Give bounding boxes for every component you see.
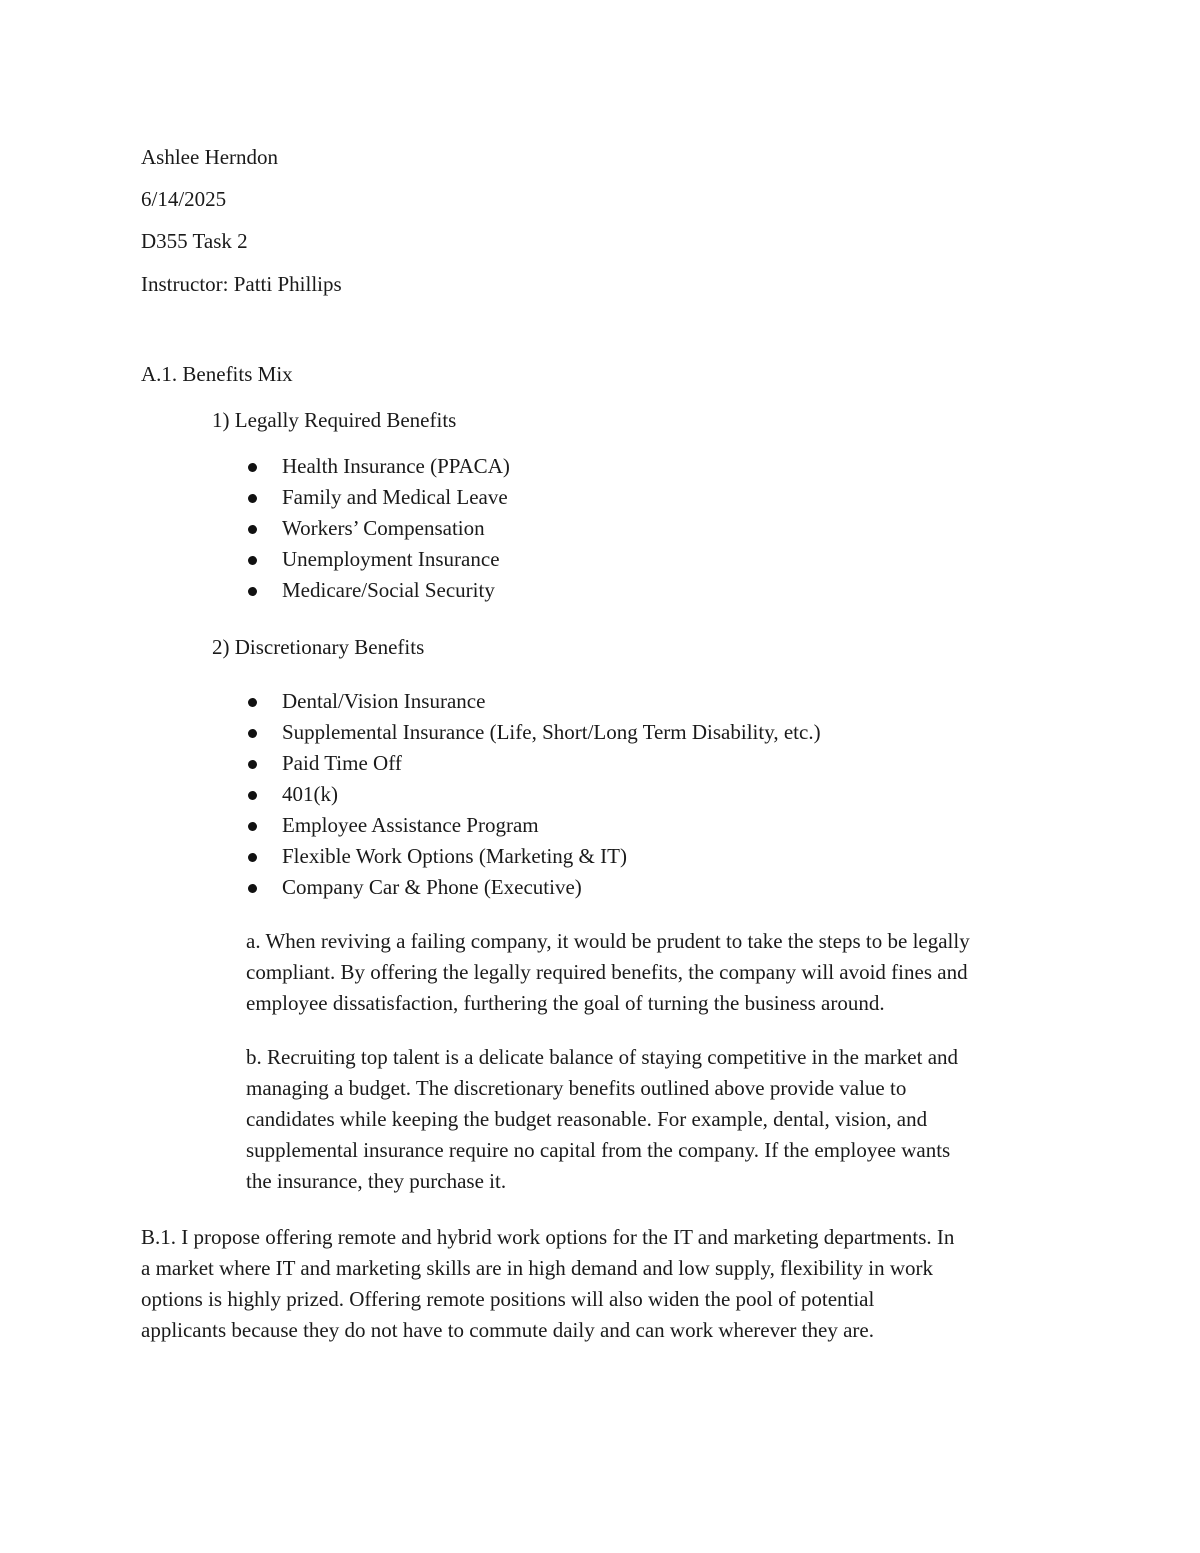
paragraph-a bbox=[246, 926, 970, 1019]
discretionary-benefits-list bbox=[244, 686, 821, 903]
discretionary-benefits-heading: 2) Discretionary Benefits bbox=[212, 635, 425, 659]
bullet-icon bbox=[248, 853, 257, 862]
paragraph-line: B.1. I propose offering remote and hybrid work options for the IT and marketing departments. In bbox=[141, 1225, 955, 1249]
list-item bbox=[244, 686, 821, 717]
list-item bbox=[244, 810, 821, 841]
paragraph-line: compliant. By offering the legally required benefits, the company will avoid fines and bbox=[246, 960, 968, 984]
list-item-label: Supplemental Insurance (Life, Short/Long Term Disability, etc.) bbox=[282, 720, 821, 744]
paragraph-line: options is highly prized. Offering remote positions will also widen the pool of potential bbox=[141, 1287, 875, 1311]
list-item-label: Flexible Work Options (Marketing & IT) bbox=[282, 844, 627, 868]
list-item-label: Paid Time Off bbox=[282, 751, 402, 775]
paragraph-line: supplemental insurance require no capital from the company. If the employee wants bbox=[246, 1138, 951, 1162]
paragraph-line: managing a budget. The discretionary benefits outlined above provide value to bbox=[246, 1076, 907, 1100]
list-item-label: 401(k) bbox=[282, 782, 338, 806]
list-item bbox=[244, 482, 510, 513]
list-item bbox=[244, 748, 821, 779]
list-item bbox=[244, 544, 510, 575]
list-item-label: Workers’ Compensation bbox=[282, 516, 485, 540]
bullet-icon bbox=[248, 760, 257, 769]
bullet-icon bbox=[248, 556, 257, 565]
list-item-label: Health Insurance (PPACA) bbox=[282, 454, 510, 478]
document-date: 6/14/2025 bbox=[141, 187, 227, 211]
paragraph-line: applicants because they do not have to commute daily and can work wherever they are. bbox=[141, 1318, 874, 1342]
list-item-label: Employee Assistance Program bbox=[282, 813, 539, 837]
paragraph-line: candidates while keeping the budget reasonable. For example, dental, vision, and bbox=[246, 1107, 928, 1131]
paragraph-line: the insurance, they purchase it. bbox=[246, 1169, 507, 1193]
list-item-label: Company Car & Phone (Executive) bbox=[282, 875, 582, 899]
paragraph-line: a market where IT and marketing skills are in high demand and low supply, flexibility in work bbox=[141, 1256, 933, 1280]
list-item bbox=[244, 575, 510, 606]
paragraph-line: b. Recruiting top talent is a delicate balance of staying competitive in the market and bbox=[246, 1045, 959, 1069]
list-item-label: Family and Medical Leave bbox=[282, 485, 508, 509]
bullet-icon bbox=[248, 884, 257, 893]
list-item bbox=[244, 717, 821, 748]
bullet-icon bbox=[248, 822, 257, 831]
list-item bbox=[244, 513, 510, 544]
paragraph-line: a. When reviving a failing company, it would be prudent to take the steps to be legally bbox=[246, 929, 970, 953]
list-item bbox=[244, 451, 510, 482]
course-code: D355 Task 2 bbox=[141, 229, 248, 253]
list-item bbox=[244, 779, 821, 810]
legal-benefits-list bbox=[244, 451, 510, 606]
list-item bbox=[244, 872, 821, 903]
list-item-label: Unemployment Insurance bbox=[282, 547, 500, 571]
paragraph-b bbox=[246, 1042, 958, 1197]
list-item bbox=[244, 841, 821, 872]
bullet-icon bbox=[248, 791, 257, 800]
paragraph-line: employee dissatisfaction, furthering the goal of turning the business around. bbox=[246, 991, 885, 1015]
bullet-icon bbox=[248, 587, 257, 596]
instructor-line: Instructor: Patti Phillips bbox=[141, 272, 342, 296]
bullet-icon bbox=[248, 698, 257, 707]
bullet-icon bbox=[248, 525, 257, 534]
author-name: Ashlee Herndon bbox=[141, 145, 279, 169]
bullet-icon bbox=[248, 729, 257, 738]
section-a-heading: A.1. Benefits Mix bbox=[141, 362, 293, 386]
section-b-paragraph bbox=[141, 1222, 954, 1346]
list-item-label: Medicare/Social Security bbox=[282, 578, 495, 602]
bullet-icon bbox=[248, 494, 257, 503]
legal-benefits-heading: 1) Legally Required Benefits bbox=[212, 408, 457, 432]
bullet-icon bbox=[248, 463, 257, 472]
list-item-label: Dental/Vision Insurance bbox=[282, 689, 486, 713]
